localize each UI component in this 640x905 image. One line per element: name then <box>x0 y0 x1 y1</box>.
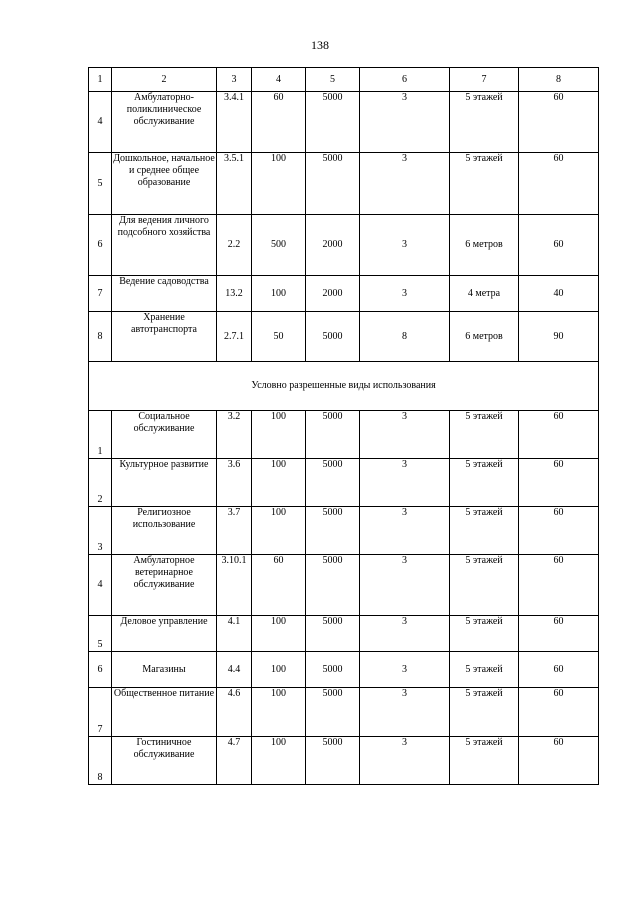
cell-col4: 100 <box>252 688 306 737</box>
cell-col8: 60 <box>519 555 599 616</box>
cell-col5: 5000 <box>306 312 360 362</box>
row-number: 8 <box>89 737 112 785</box>
cell-col6: 3 <box>360 507 450 555</box>
cell-col4: 100 <box>252 411 306 459</box>
row-number: 5 <box>89 153 112 215</box>
cell-col7: 5 этажей <box>450 411 519 459</box>
use-code: 13.2 <box>217 276 252 312</box>
row-number: 6 <box>89 215 112 276</box>
cell-col7: 5 этажей <box>450 616 519 652</box>
cell-col7: 5 этажей <box>450 688 519 737</box>
table-row <box>89 737 599 785</box>
cell-col6: 3 <box>360 555 450 616</box>
use-name: Хранение автотранспорта <box>112 312 217 362</box>
cell-col8: 60 <box>519 652 599 688</box>
page-number: 138 <box>311 38 329 52</box>
cell-col4: 50 <box>252 312 306 362</box>
use-code: 4.4 <box>217 652 252 688</box>
use-name: Социальное обслуживание <box>112 411 217 459</box>
use-code: 3.2 <box>217 411 252 459</box>
cell-col4: 100 <box>252 276 306 312</box>
header-cell: 8 <box>519 68 599 92</box>
use-code: 3.4.1 <box>217 92 252 153</box>
row-number: 8 <box>89 312 112 362</box>
cell-col7: 5 этажей <box>450 507 519 555</box>
header-cell: 4 <box>252 68 306 92</box>
cell-col5: 2000 <box>306 276 360 312</box>
section-row <box>89 362 599 411</box>
cell-col4: 100 <box>252 616 306 652</box>
header-cell: 1 <box>89 68 112 92</box>
header-cell: 5 <box>306 68 360 92</box>
cell-col6: 3 <box>360 153 450 215</box>
use-code: 3.10.1 <box>217 555 252 616</box>
cell-col7: 5 этажей <box>450 459 519 507</box>
cell-col5: 5000 <box>306 688 360 737</box>
use-name: Деловое управление <box>112 616 217 652</box>
cell-col6: 3 <box>360 215 450 276</box>
use-name: Для ведения личного подсобного хозяйства <box>112 215 217 276</box>
cell-col8: 60 <box>519 737 599 785</box>
cell-col7: 6 метров <box>450 312 519 362</box>
row-number: 3 <box>89 507 112 555</box>
cell-col5: 5000 <box>306 555 360 616</box>
cell-col4: 100 <box>252 652 306 688</box>
table-row <box>89 616 599 652</box>
cell-col5: 2000 <box>306 215 360 276</box>
cell-col8: 60 <box>519 215 599 276</box>
use-name: Культурное развитие <box>112 459 217 507</box>
row-number: 1 <box>89 411 112 459</box>
cell-col8: 60 <box>519 507 599 555</box>
cell-col6: 3 <box>360 92 450 153</box>
table-row <box>89 215 599 276</box>
use-code: 4.1 <box>217 616 252 652</box>
use-name: Магазины <box>112 652 217 688</box>
use-name: Амбулаторно-поликлиническое обслуживание <box>112 92 217 153</box>
table-row <box>89 92 599 153</box>
cell-col4: 100 <box>252 737 306 785</box>
cell-col5: 5000 <box>306 153 360 215</box>
use-name: Общественное питание <box>112 688 217 737</box>
cell-col5: 5000 <box>306 507 360 555</box>
header-cell: 3 <box>217 68 252 92</box>
cell-col5: 5000 <box>306 652 360 688</box>
cell-col8: 60 <box>519 411 599 459</box>
row-number: 2 <box>89 459 112 507</box>
cell-col4: 100 <box>252 459 306 507</box>
cell-col5: 5000 <box>306 92 360 153</box>
use-name: Дошкольное, начальное и среднее общее образование <box>112 153 217 215</box>
use-code: 4.7 <box>217 737 252 785</box>
table-row <box>89 312 599 362</box>
use-name: Ведение садоводства <box>112 276 217 312</box>
cell-col7: 5 этажей <box>450 652 519 688</box>
use-code: 3.7 <box>217 507 252 555</box>
cell-col5: 5000 <box>306 411 360 459</box>
cell-col6: 3 <box>360 688 450 737</box>
cell-col7: 4 метра <box>450 276 519 312</box>
table-header-row <box>89 68 599 92</box>
table-row <box>89 688 599 737</box>
cell-col8: 60 <box>519 688 599 737</box>
row-number: 6 <box>89 652 112 688</box>
cell-col6: 3 <box>360 616 450 652</box>
use-code: 4.6 <box>217 688 252 737</box>
header-cell: 6 <box>360 68 450 92</box>
cell-col6: 3 <box>360 737 450 785</box>
row-number: 5 <box>89 616 112 652</box>
use-code: 3.5.1 <box>217 153 252 215</box>
table-row <box>89 459 599 507</box>
table-row <box>89 276 599 312</box>
cell-col5: 5000 <box>306 459 360 507</box>
cell-col8: 40 <box>519 276 599 312</box>
section-title: Условно разрешенные виды использования <box>89 362 599 411</box>
cell-col7: 5 этажей <box>450 555 519 616</box>
cell-col8: 60 <box>519 616 599 652</box>
use-name: Амбулаторное ветеринарное обслуживание <box>112 555 217 616</box>
cell-col4: 60 <box>252 92 306 153</box>
row-number: 4 <box>89 92 112 153</box>
table-row <box>89 507 599 555</box>
cell-col8: 90 <box>519 312 599 362</box>
cell-col4: 500 <box>252 215 306 276</box>
table-row <box>89 555 599 616</box>
table-row <box>89 652 599 688</box>
cell-col6: 3 <box>360 411 450 459</box>
cell-col4: 60 <box>252 555 306 616</box>
cell-col8: 60 <box>519 92 599 153</box>
cell-col5: 5000 <box>306 737 360 785</box>
row-number: 4 <box>89 555 112 616</box>
cell-col7: 5 этажей <box>450 92 519 153</box>
cell-col5: 5000 <box>306 616 360 652</box>
table-row <box>89 411 599 459</box>
row-number: 7 <box>89 688 112 737</box>
cell-col7: 5 этажей <box>450 153 519 215</box>
cell-col6: 8 <box>360 312 450 362</box>
use-name: Гостиничное обслуживание <box>112 737 217 785</box>
table-row <box>89 153 599 215</box>
use-name: Религиозное использование <box>112 507 217 555</box>
cell-col4: 100 <box>252 507 306 555</box>
cell-col8: 60 <box>519 459 599 507</box>
cell-col7: 5 этажей <box>450 737 519 785</box>
header-cell: 2 <box>112 68 217 92</box>
cell-col7: 6 метров <box>450 215 519 276</box>
cell-col8: 60 <box>519 153 599 215</box>
header-cell: 7 <box>450 68 519 92</box>
use-code: 3.6 <box>217 459 252 507</box>
land-use-table <box>88 67 599 785</box>
use-code: 2.7.1 <box>217 312 252 362</box>
cell-col6: 3 <box>360 652 450 688</box>
cell-col6: 3 <box>360 459 450 507</box>
cell-col4: 100 <box>252 153 306 215</box>
cell-col6: 3 <box>360 276 450 312</box>
use-code: 2.2 <box>217 215 252 276</box>
row-number: 7 <box>89 276 112 312</box>
